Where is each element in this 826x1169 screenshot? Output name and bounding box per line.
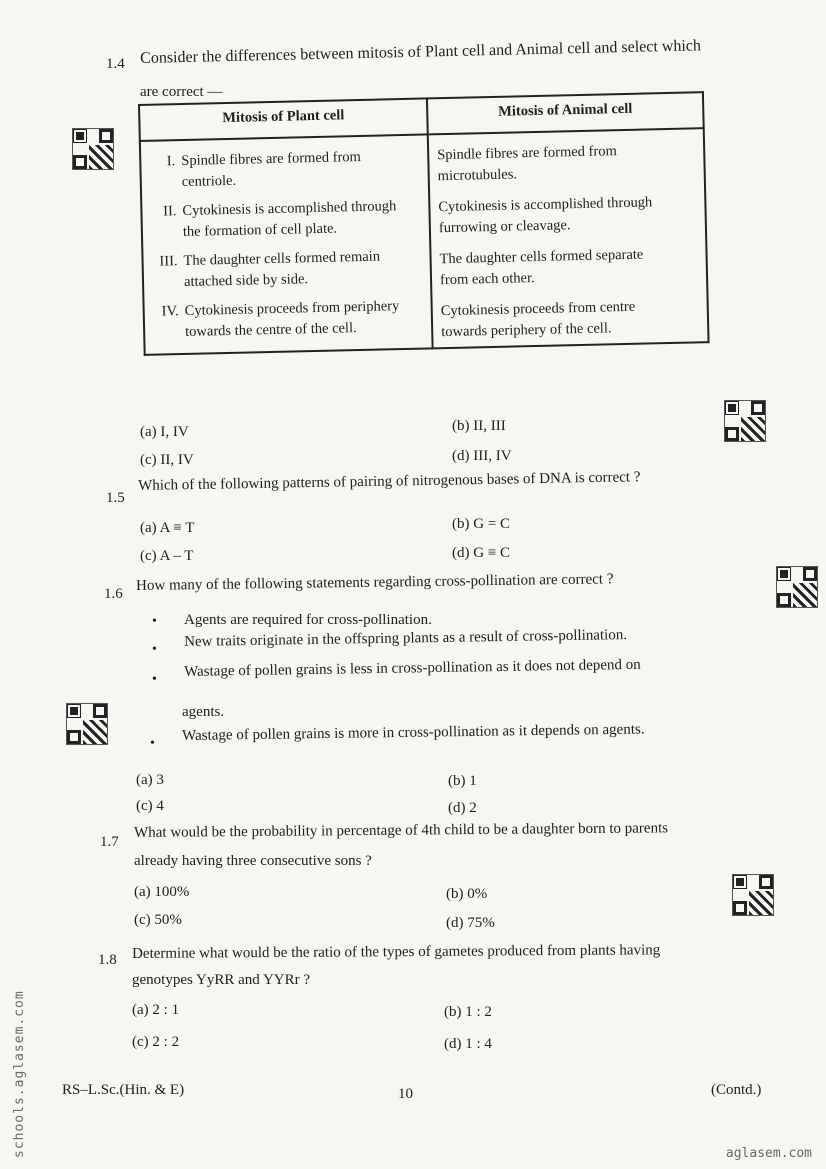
q18-option-b: (b) 1 : 2 bbox=[444, 1004, 492, 1020]
q15-option-b: (b) G = C bbox=[452, 516, 511, 532]
qr-code-icon bbox=[724, 400, 766, 442]
q16-option-d: (d) 2 bbox=[448, 800, 477, 816]
plant-text: Cytokinesis proceeds from periphery towards the centre of the cell. bbox=[184, 298, 400, 340]
q14-option-b: (b) II, III bbox=[452, 418, 506, 434]
mitosis-comparison-table bbox=[138, 91, 710, 356]
table-header-animal: Mitosis of Animal cell bbox=[427, 92, 704, 134]
animal-text: Cytokinesis proceeds from centre towards periphery of the cell. bbox=[440, 298, 636, 341]
table-cell-plant bbox=[140, 134, 433, 354]
site-watermark: aglasem.com bbox=[725, 1146, 812, 1161]
q16-stem: How many of the following statements regarding cross-pollination are correct ? bbox=[136, 571, 614, 594]
q14-option-d: (d) III, IV bbox=[452, 448, 512, 464]
qr-code-icon bbox=[732, 874, 774, 916]
footer-contd: (Contd.) bbox=[711, 1082, 762, 1098]
q17-option-b: (b) 0% bbox=[446, 886, 488, 902]
q14-option-a: (a) I, IV bbox=[140, 424, 189, 440]
q15-number: 1.5 bbox=[106, 490, 125, 506]
qr-code-icon bbox=[776, 566, 818, 608]
plant-text: Cytokinesis is accomplished through the formation of cell plate. bbox=[182, 198, 397, 241]
q16-bullet-2: New traits originate in the offspring plants as a result of cross-pollination. bbox=[184, 627, 628, 650]
plant-text: The daughter cells formed remain attached side by side. bbox=[183, 248, 381, 290]
q16-option-c: (c) 4 bbox=[136, 798, 164, 814]
q18-option-c: (c) 2 : 2 bbox=[132, 1034, 180, 1050]
table-cell-animal bbox=[428, 128, 709, 348]
row-number: III. bbox=[159, 253, 178, 270]
table-header-plant: Mitosis of Plant cell bbox=[139, 98, 428, 141]
bullet-dot: • bbox=[152, 642, 157, 657]
q17-stem-line1: What would be the probability in percentage of 4th child to be a daughter born to parents bbox=[134, 820, 669, 841]
animal-text: The daughter cells formed separate from each other. bbox=[439, 246, 644, 289]
bullet-dot: • bbox=[152, 614, 157, 629]
qr-code-icon bbox=[72, 128, 114, 170]
q15-option-a: (a) A ≡ T bbox=[140, 520, 195, 536]
q14-number: 1.4 bbox=[106, 56, 125, 72]
q18-stem-line1: Determine what would be the ratio of the types of gametes produced from plants having bbox=[132, 942, 661, 962]
animal-text: Spindle fibres are formed from microtubules. bbox=[437, 143, 617, 185]
row-number: IV. bbox=[161, 303, 179, 320]
bullet-dot: • bbox=[150, 736, 155, 751]
q16-bullet-1: Agents are required for cross-pollination. bbox=[184, 612, 432, 628]
q16-bullet-4: Wastage of pollen grains is more in cross-pollination as it depends on agents. bbox=[182, 721, 645, 744]
animal-text: Cytokinesis is accomplished through furrowing or cleavage. bbox=[438, 194, 653, 237]
row-number: II. bbox=[162, 203, 177, 220]
q17-number: 1.7 bbox=[100, 834, 119, 850]
qr-code-icon bbox=[66, 703, 108, 745]
q17-stem-line2: already having three consecutive sons ? bbox=[134, 853, 372, 869]
q15-option-c: (c) A – T bbox=[140, 548, 194, 564]
q16-bullet-3: Wastage of pollen grains is less in cross-pollination as it does not depend on bbox=[184, 656, 641, 680]
q18-stem-line2: genotypes YyRR and YYRr ? bbox=[132, 972, 311, 988]
q14-stem-line2: are correct — bbox=[140, 84, 223, 100]
q14-option-c: (c) II, IV bbox=[140, 452, 194, 468]
bullet-dot: • bbox=[152, 672, 157, 687]
q18-option-a: (a) 2 : 1 bbox=[132, 1002, 180, 1018]
side-watermark: schools.aglasem.com bbox=[12, 990, 27, 1158]
q16-option-b: (b) 1 bbox=[448, 773, 477, 789]
q15-stem: Which of the following patterns of pairing of nitrogenous bases of DNA is correct ? bbox=[138, 469, 641, 494]
q16-number: 1.6 bbox=[104, 586, 123, 602]
row-number: I. bbox=[166, 153, 176, 170]
q16-option-a: (a) 3 bbox=[136, 772, 164, 788]
plant-text: Spindle fibres are formed from centriole. bbox=[181, 148, 362, 191]
q17-option-d: (d) 75% bbox=[446, 915, 495, 931]
q17-option-c: (c) 50% bbox=[134, 912, 182, 928]
q18-number: 1.8 bbox=[98, 952, 117, 968]
q16-bullet-3-cont: agents. bbox=[182, 704, 225, 720]
q17-option-a: (a) 100% bbox=[134, 884, 190, 900]
q18-option-d: (d) 1 : 4 bbox=[444, 1036, 492, 1052]
footer-paper-code: RS–L.Sc.(Hin. & E) bbox=[62, 1082, 185, 1098]
q14-stem-line1: Consider the differences between mitosis of Plant cell and Animal cell and select which bbox=[140, 37, 702, 67]
q15-option-d: (d) G ≡ C bbox=[452, 545, 511, 561]
footer-page-number: 10 bbox=[398, 1086, 413, 1102]
